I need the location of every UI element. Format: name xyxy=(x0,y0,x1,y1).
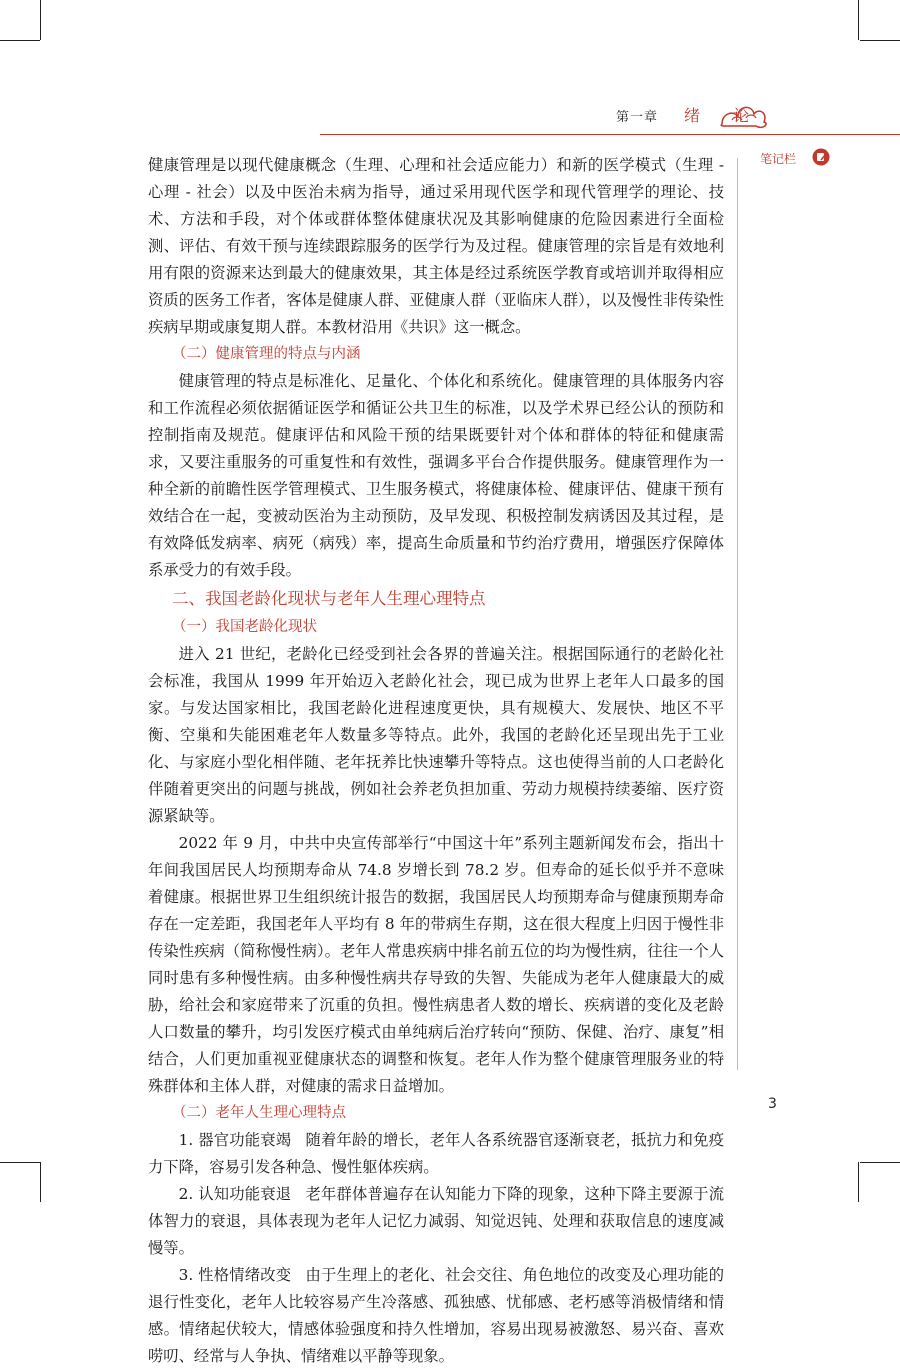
item-heading: 3. 性格情绪改变 xyxy=(178,1266,292,1284)
chapter-label: 第一章 xyxy=(616,110,659,125)
subsection-heading: （二）老年人生理心理特点 xyxy=(172,1105,346,1121)
crop-mark xyxy=(40,1162,41,1202)
page-body xyxy=(148,152,724,1370)
item-heading: 2. 认知功能衰退 xyxy=(178,1185,292,1203)
section-heading: 二、我国老龄化现状与老年人生理心理特点 xyxy=(172,589,486,608)
crop-mark xyxy=(858,1162,859,1202)
list-item xyxy=(148,1181,724,1262)
page-number: 3 xyxy=(768,1096,777,1112)
chapter-title: 绪 论 xyxy=(684,106,764,125)
crop-mark xyxy=(0,1162,40,1163)
notes-label: 笔记栏 xyxy=(760,152,797,166)
pencil-note-icon xyxy=(812,148,830,166)
paragraph: 健康管理的特点是标准化、足量化、个体化和系统化。健康管理的具体服务内容和工作流程必须依据循证医学和循证公共卫生的标准，以及学术界已经公认的预防和控制指南及规范。健康评估和风险干预的结果既要针对个体和群体的特征和健康需求，又要注重服务的可重复性和有效性，强调多平台合作提供服务。健康管理作为一种全新的前瞻性医学管理模式、卫生服务模式，将健康体检、健康评估、健康干预有效结合在一起，变被动医治为主动预防，及早发现、积极控制发病诱因及其过程，是有效降低发病率、病死（病残）率，提高生命质量和节约治疗费用，增强医疗保障体系承受力的有效手段。 xyxy=(148,372,724,579)
paragraph: 健康管理是以现代健康概念（生理、心理和社会适应能力）和新的医学模式（生理 - 心理 - 社会）以及中医治未病为指导，通过采用现代医学和现代管理学的理论、技术、方法和手段，对个体或群体整体健康状况及其影响健康的危险因素进行全面检测、评估、有效干预与连续跟踪服务的医学行为及过程。健康管理的宗旨是有效地利用有限的资源来达到最大的健康效果，其主体是经过系统医学教育或培训并取得相应资质的医务工作者，客体是健康人群、亚健康人群（亚临床人群），以及慢性非传染性疾病早期或康复期人群。本教材沿用《共识》这一概念。 xyxy=(148,156,724,336)
list-item xyxy=(148,1262,724,1370)
paragraph: 2022 年 9 月，中共中央宣传部举行“中国这十年”系列主题新闻发布会，指出十年间我国居民人均预期寿命从 74.8 岁增长到 78.2 岁。但寿命的延长似乎并不意味着健康。根据世界卫生组织统计报告的数据，我国居民人均预期寿命与健康预期寿命存在一定差距，我国老年人平均有 8 年的带病生存期，这在很大程度上归因于慢性非传染性疾病（简称慢性病）。老年人常患疾病中排名前五位的均为慢性病，往往一个人同时患有多种慢性病。由多种慢性病共存导致的失智、失能成为老年人健康最大的威胁，给社会和家庭带来了沉重的负担。慢性病患者人数的增长、疾病谱的变化及老龄人口数量的攀升，均引发医疗模式由单纯病后治疗转向“预防、保健、治疗、康复”相结合，人们更加重视亚健康状态的调整和恢复。老年人作为整个健康管理服务业的特殊群体和主体人群，对健康的需求日益增加。 xyxy=(148,834,724,1095)
cloud-ornament-icon xyxy=(718,96,770,132)
list-item xyxy=(148,1127,724,1181)
crop-mark xyxy=(0,40,40,41)
subsection-heading: （二）健康管理的特点与内涵 xyxy=(172,346,361,362)
crop-mark xyxy=(860,1162,900,1163)
notes-header xyxy=(738,148,838,168)
subsection-heading: （一）我国老龄化现状 xyxy=(172,619,317,635)
crop-mark xyxy=(40,0,41,40)
crop-mark xyxy=(858,0,859,40)
crop-mark xyxy=(860,40,900,41)
header-rule xyxy=(320,134,900,135)
notes-column-line xyxy=(737,158,738,1070)
paragraph: 进入 21 世纪，老龄化已经受到社会各界的普遍关注。根据国际通行的老龄化社会标准，我国从 1999 年开始迈入老龄化社会，现已成为世界上老年人口最多的国家。与发达国家相比，我国老龄化进程速度更快，具有规模大、发展快、地区不平衡、空巢和失能困难老年人数量多等特点。此外，我国的老龄化还呈现出先于工业化、与家庭小型化相伴随、老年抚养比快速攀升等特点。这也使得当前的人口老龄化伴随着更突出的问题与挑战，例如社会养老负担加重、劳动力规模持续萎缩、医疗资源紧缺等。 xyxy=(148,645,724,825)
item-body: 随着年龄的增长，老年人各系统器官逐渐衰老，抵抗力和免疫力下降，容易引发各种急、慢性躯体疾病。 xyxy=(148,1131,724,1176)
running-header xyxy=(600,96,770,136)
item-heading: 1. 器官功能衰竭 xyxy=(178,1131,292,1149)
item-body: 老年群体普遍存在认知能力下降的现象，这种下降主要源于流体智力的衰退，具体表现为老年人记忆力减弱、知觉迟钝、处理和获取信息的速度减慢等。 xyxy=(148,1185,724,1257)
item-body: 由于生理上的老化、社会交往、角色地位的改变及心理功能的退行性变化，老年人比较容易产生冷落感、孤独感、忧郁感、老朽感等消极情绪和情感。情绪起伏较大，情感体验强度和持久性增加，容易出现易被激怒、易兴奋、喜欢唠叨、经常与人争执、情绪难以平静等现象。 xyxy=(148,1266,724,1365)
